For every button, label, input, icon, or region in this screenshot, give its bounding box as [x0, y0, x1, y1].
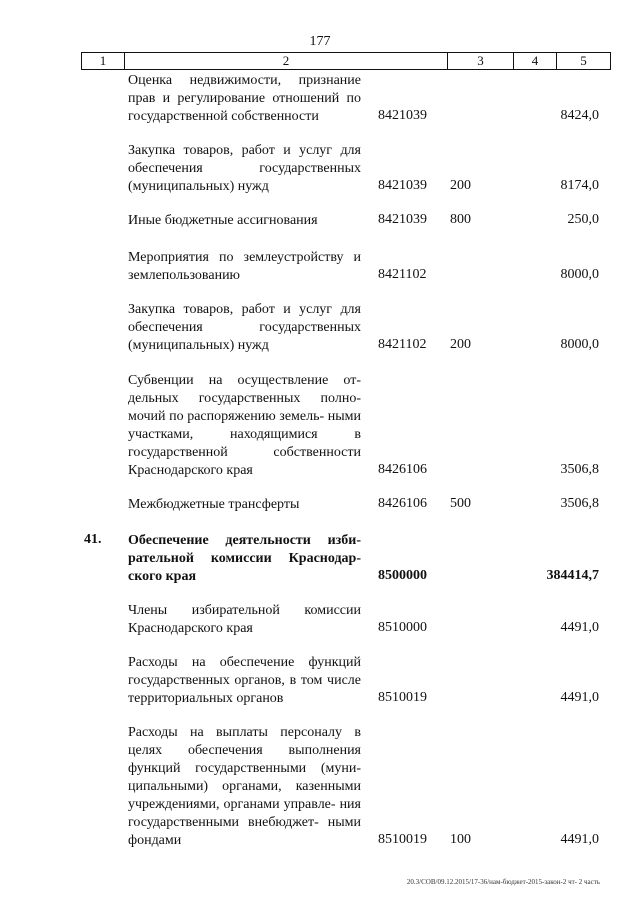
row-amount: 3506,8 — [560, 462, 599, 477]
row-code: 8421102 — [378, 267, 427, 282]
row-code: 8421039 — [378, 178, 427, 193]
row-expense-type: 800 — [450, 212, 471, 227]
row-amount: 8000,0 — [560, 337, 599, 352]
row-amount: 8174,0 — [560, 178, 599, 193]
row-expense-type: 100 — [450, 832, 471, 847]
row-description: Закупка товаров, работ и услуг для обеспечения государственных (муниципальных) нужд — [128, 143, 361, 194]
row-code: 8510019 — [378, 832, 427, 847]
header-col-3: 3 — [447, 53, 513, 69]
row-description: Мероприятия по землеустройству и землепользованию — [128, 250, 361, 283]
row-code: 8421039 — [378, 212, 427, 227]
header-col-5: 5 — [556, 53, 611, 69]
header-col-4: 4 — [513, 53, 556, 69]
row-expense-type: 200 — [450, 337, 471, 352]
row-amount: 250,0 — [567, 212, 599, 227]
row-amount: 8000,0 — [560, 267, 599, 282]
row-code: 8510000 — [378, 620, 427, 635]
row-description: Закупка товаров, работ и услуг для обеспечения государственных (муниципальных) нужд — [128, 302, 361, 353]
row-code: 8500000 — [378, 568, 427, 583]
document-footer: 20.3/СОВ/09.12.2015/17-36/нам-бюджет-2015-закон-2 чт- 2 часть — [406, 878, 600, 886]
row-code: 8426106 — [378, 496, 427, 511]
row-description: Иные бюджетные ассигнования — [128, 213, 318, 228]
row-amount: 4491,0 — [560, 690, 599, 705]
page-number: 177 — [309, 34, 331, 49]
row-amount: 384414,7 — [546, 568, 599, 583]
row-expense-type: 500 — [450, 496, 471, 511]
row-description: Члены избирательной комиссии Краснодарского края — [128, 603, 361, 636]
table-header — [81, 52, 611, 70]
header-col-2: 2 — [124, 53, 447, 69]
row-code: 8421039 — [378, 108, 427, 123]
row-code: 8510019 — [378, 690, 427, 705]
row-description: Межбюджетные трансферты — [128, 497, 300, 512]
row-description: Оценка недвижимости, признание прав и регулирование отношений по государственной собственности — [128, 73, 361, 124]
row-expense-type: 200 — [450, 178, 471, 193]
row-code: 8421102 — [378, 337, 427, 352]
row-amount: 8424,0 — [560, 108, 599, 123]
section-number: 41. — [84, 532, 102, 547]
row-amount: 4491,0 — [560, 832, 599, 847]
row-description: Субвенции на осуществление от- дельных государственных полно- мочий по распоряжению земель- ными участками, находящимися в государственной собственности Краснодарского края — [128, 373, 361, 478]
row-amount: 3506,8 — [560, 496, 599, 511]
header-col-1: 1 — [81, 53, 124, 69]
row-description: Расходы на выплаты персоналу в целях обеспечения выполнения функций государственными (муни- ципальными) органами, казенными учреждениями, органами управле- ния государственными внебюджет- ными фондами — [128, 725, 361, 848]
row-code: 8426106 — [378, 462, 427, 477]
row-amount: 4491,0 — [560, 620, 599, 635]
section-title: Обеспечение деятельности изби- рательной комиссии Краснодар- ского края — [128, 533, 361, 584]
row-description: Расходы на обеспечение функций государственных органов, в том числе территориальных органов — [128, 655, 361, 706]
